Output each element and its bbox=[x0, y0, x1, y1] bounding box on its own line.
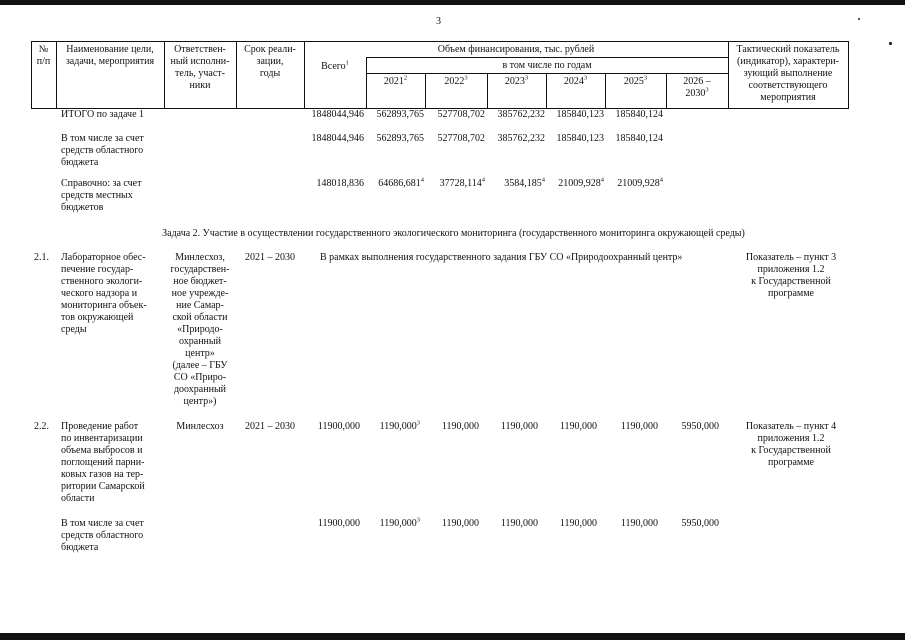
cell-2024: 185840,123 bbox=[556, 133, 604, 144]
cell-2026-2030: 5950,000 bbox=[681, 421, 719, 432]
cell-2023: 3584,185$^4$ bbox=[504, 176, 545, 189]
header-financing-title: Объем финансирования, тыс. рублей bbox=[437, 44, 595, 55]
cell-2025: 185840,124 bbox=[615, 109, 663, 120]
row-label-line3: бюджета bbox=[61, 542, 99, 553]
row-name-line3: объема выбросов и bbox=[61, 445, 143, 456]
resp-line7: «Природо- bbox=[177, 324, 223, 335]
cell-2023: 385762,232 bbox=[497, 109, 545, 120]
header-including-by-years: в том числе по годам bbox=[502, 60, 592, 71]
row-label-line1: В том числе за счет bbox=[61, 518, 144, 529]
cell-2022: 527708,702 bbox=[437, 133, 485, 144]
cell-2022: 37728,114$^4$ bbox=[439, 176, 485, 189]
row-name-line6: ритории Самарской bbox=[61, 481, 145, 492]
resp-line3: ное бюджет- bbox=[173, 276, 227, 287]
scan-speck bbox=[889, 42, 892, 45]
resp-line4: ное учрежде- bbox=[171, 288, 229, 299]
indicator-line2: приложения 1.2 bbox=[757, 264, 825, 275]
cell-2023: 385762,232 bbox=[497, 133, 545, 144]
row-name-line5: мониторинга объек- bbox=[61, 300, 147, 311]
cell-2024: 1190,000 bbox=[559, 421, 597, 432]
scan-speck bbox=[858, 18, 860, 20]
header-year-2026-line2: 2030$^3$ bbox=[685, 86, 709, 99]
header-resp-line4: ники bbox=[189, 80, 211, 91]
cell-2026-2030: 5950,000 bbox=[681, 518, 719, 529]
row-label-line3: бюджета bbox=[61, 157, 99, 168]
resp-line10: (далее – ГБУ bbox=[172, 360, 228, 371]
row-name-line2: по инвентаризации bbox=[61, 433, 143, 444]
cell-total: 11900,000 bbox=[317, 518, 360, 529]
cell-2024: 21009,928$^4$ bbox=[558, 176, 604, 189]
cell-total: 1848044,946 bbox=[311, 133, 364, 144]
cell-2022: 1190,000 bbox=[441, 421, 479, 432]
financing-note: В рамках выполнения государственного задания ГБУ СО «Природоохранный центр» bbox=[320, 252, 683, 263]
row-label-line2: средств местных bbox=[61, 190, 133, 201]
task-2-heading: Задача 2. Участие в осуществлении государственного экологического мониторинга (государственного мониторинга окружающей среды) bbox=[162, 228, 745, 239]
resp-line5: ние Самар- bbox=[176, 300, 224, 311]
header-indicator-line4: соответствующего bbox=[748, 80, 828, 91]
indicator-line4: программе bbox=[768, 288, 814, 299]
cell-total: 1848044,946 bbox=[311, 109, 364, 120]
cell-2021: 562893,765 bbox=[376, 109, 424, 120]
header-num-line1: № bbox=[38, 44, 49, 55]
header-year-2021: 2021$^2$ bbox=[383, 74, 408, 87]
header-year-2023: 2023$^3$ bbox=[504, 74, 529, 87]
indicator-line1: Показатель – пункт 4 bbox=[745, 421, 837, 432]
cell-2023: 1190,000 bbox=[500, 421, 538, 432]
header-resp-line2: ный исполни- bbox=[170, 56, 230, 67]
cell-2022: 1190,000 bbox=[441, 518, 479, 529]
cell-2024: 1190,000 bbox=[559, 518, 597, 529]
row-label-line3: бюджетов bbox=[61, 202, 104, 213]
header-name-line1: Наименование цели, bbox=[66, 44, 154, 55]
header-indicator-line2: (индикатор), характери- bbox=[737, 56, 839, 67]
resp-line11: СО «Приро- bbox=[173, 372, 227, 383]
row-label-line1: В том числе за счет bbox=[61, 133, 144, 144]
cell-2022: 527708,702 bbox=[437, 109, 485, 120]
cell-2021: 1190,000$^3$ bbox=[379, 516, 420, 529]
header-name-line2: задачи, мероприятия bbox=[65, 56, 155, 67]
header-term-line2: зации, bbox=[256, 56, 284, 67]
header-total: Всего$^1$ bbox=[321, 59, 349, 72]
row-number: 2.1. bbox=[34, 252, 49, 263]
row-label-line1: Справочно: за счет bbox=[61, 178, 142, 189]
cell-2025: 21009,928$^4$ bbox=[617, 176, 663, 189]
header-year-2025: 2025$^3$ bbox=[623, 74, 648, 87]
cell-2024: 185840,123 bbox=[556, 109, 604, 120]
row-name-line6: тов окружающей bbox=[61, 312, 134, 323]
cell-total: 11900,000 bbox=[317, 421, 360, 432]
cell-2025: 185840,124 bbox=[615, 133, 663, 144]
cell-2021: 1190,000$^3$ bbox=[379, 419, 420, 432]
indicator-line3: к Государственной bbox=[751, 445, 831, 456]
resp-line1: Минлесхоз, bbox=[175, 252, 225, 263]
scan-top-border bbox=[0, 0, 905, 5]
header-resp-line1: Ответствен- bbox=[174, 44, 226, 55]
page-number: 3 bbox=[436, 16, 441, 27]
row-name-line3: ственного экологи- bbox=[61, 276, 143, 287]
resp: Минлесхоз bbox=[176, 421, 224, 432]
row-name-line7: среды bbox=[61, 324, 87, 335]
indicator-line3: к Государственной bbox=[751, 276, 831, 287]
cell-2025: 1190,000 bbox=[620, 518, 658, 529]
scan-bottom-border bbox=[0, 633, 905, 640]
header-term-line3: годы bbox=[259, 68, 281, 79]
header-indicator-line5: мероприятия bbox=[760, 92, 816, 103]
header-year-2024: 2024$^3$ bbox=[563, 74, 588, 87]
cell-2025: 1190,000 bbox=[620, 421, 658, 432]
resp-line2: государствен- bbox=[170, 264, 230, 275]
resp-line6: ской области bbox=[172, 312, 228, 323]
indicator-line4: программе bbox=[768, 457, 814, 468]
header-resp-line3: тель, участ- bbox=[175, 68, 225, 79]
cell-2021: 64686,681$^4$ bbox=[378, 176, 424, 189]
row-name-line5: ковых газов на тер- bbox=[61, 469, 144, 480]
resp-line13: центр») bbox=[183, 396, 217, 407]
row-name-line7: области bbox=[61, 493, 95, 504]
resp-line12: доохранный bbox=[173, 384, 227, 395]
resp-line9: центр» bbox=[185, 348, 215, 359]
term: 2021 – 2030 bbox=[245, 252, 295, 263]
row-name-line4: ческого надзора и bbox=[61, 288, 138, 299]
header-year-2022: 2022$^3$ bbox=[444, 74, 468, 87]
header-year-2026-line1: 2026 – bbox=[683, 76, 711, 87]
header-term-line1: Срок реали- bbox=[244, 44, 296, 55]
indicator-line1: Показатель – пункт 3 bbox=[745, 252, 837, 263]
row-name-line1: Лабораторное обес- bbox=[61, 252, 146, 263]
indicator-line2: приложения 1.2 bbox=[757, 433, 825, 444]
row-label-line2: средств областного bbox=[61, 530, 144, 541]
row-label: ИТОГО по задаче 1 bbox=[61, 109, 145, 120]
header-num-line2: п/п bbox=[36, 56, 51, 67]
cell-2023: 1190,000 bbox=[500, 518, 538, 529]
header-indicator-line3: зующий выполнение bbox=[743, 68, 833, 79]
header-indicator-line1: Тактический показатель bbox=[736, 44, 840, 55]
row-name-line1: Проведение работ bbox=[61, 421, 139, 432]
cell-total: 148018,836 bbox=[316, 178, 364, 189]
row-label-line2: средств областного bbox=[61, 145, 144, 156]
row-name-line2: печение государ- bbox=[61, 264, 134, 275]
row-name-line4: поглощений парни- bbox=[61, 457, 145, 468]
resp-line8: охранный bbox=[179, 336, 221, 347]
row-number: 2.2. bbox=[34, 421, 49, 432]
term: 2021 – 2030 bbox=[245, 421, 295, 432]
cell-2021: 562893,765 bbox=[376, 133, 424, 144]
